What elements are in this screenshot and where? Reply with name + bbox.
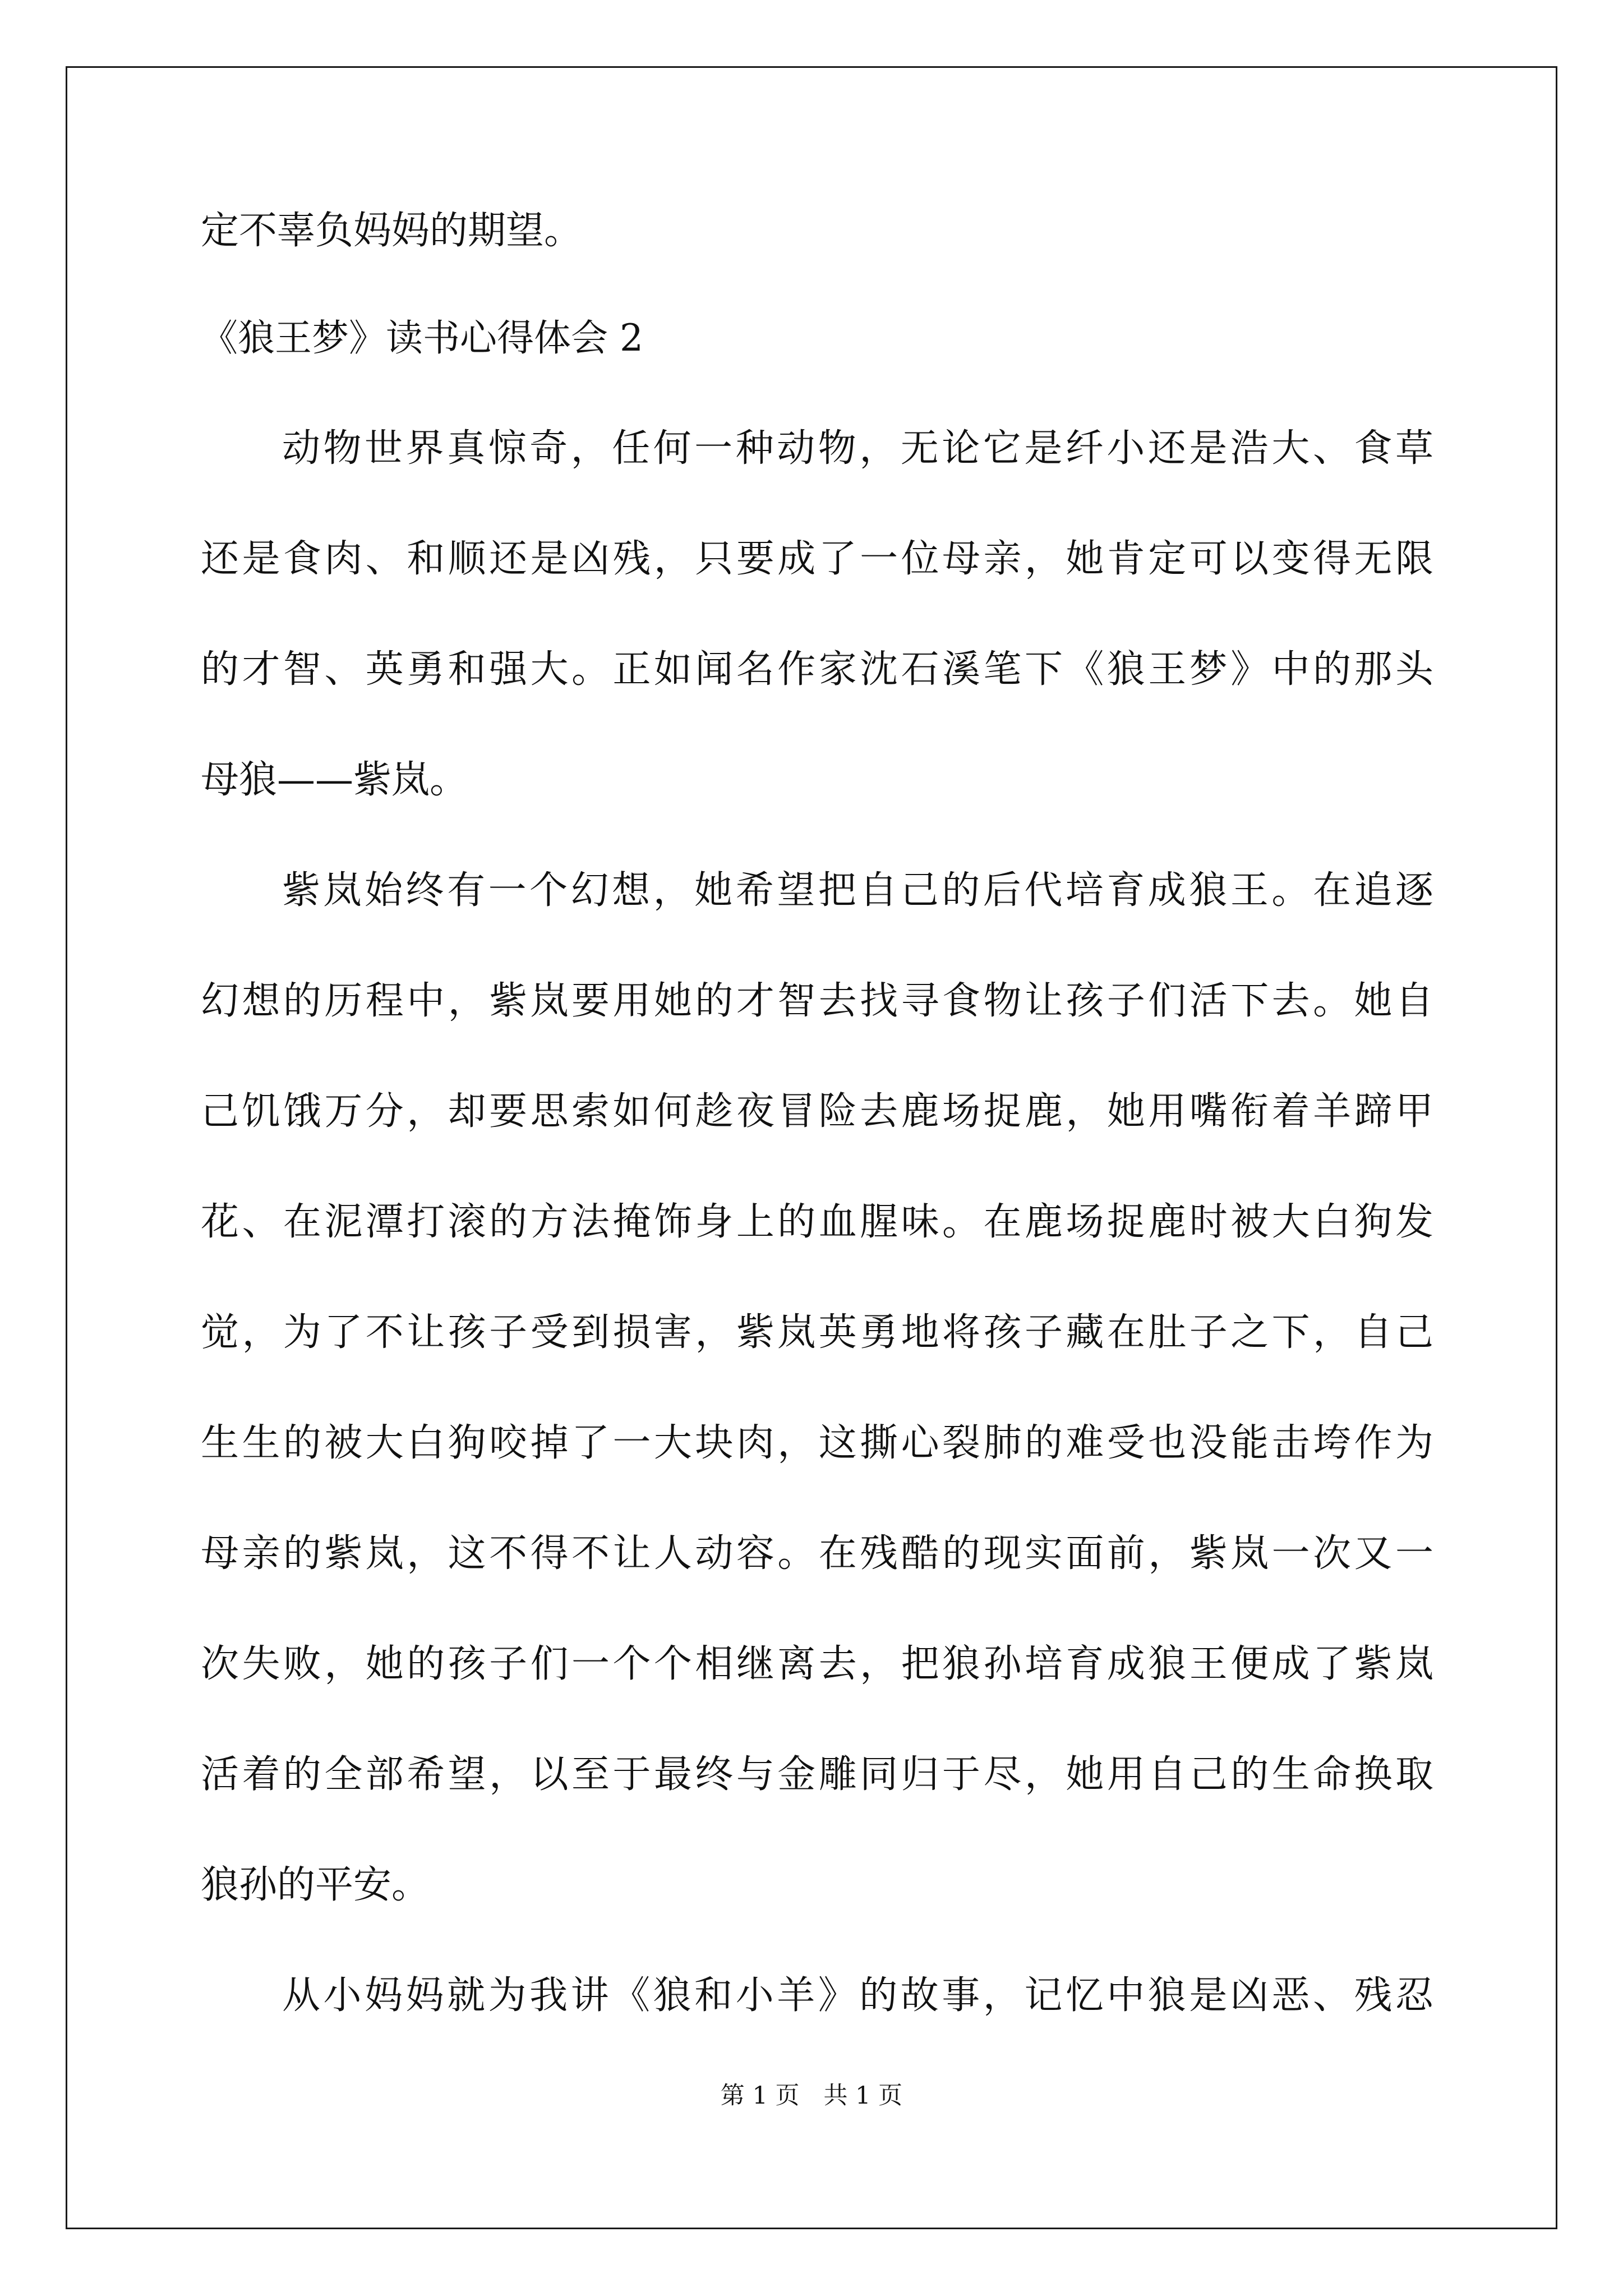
paragraph-line: 紫岚始终有一个幻想，她希望把自己的后代培育成狼王。在追逐: [282, 868, 1433, 913]
paragraph-line: 己饥饿万分，却要思索如何趁夜冒险去鹿场捉鹿，她用嘴衔着羊蹄甲: [201, 1089, 1433, 1134]
paragraph-line: 次失败，她的孩子们一个个相继离去，把狼孙培育成狼王便成了紫岚: [201, 1642, 1433, 1686]
page-number-footer: 第 1 页 共 1 页: [720, 2082, 903, 2110]
paragraph-line: 动物世界真惊奇，任何一种动物，无论它是纤小还是浩大、食草: [282, 426, 1433, 471]
paragraph-line: 还是食肉、和顺还是凶残，只要成了一位母亲，她肯定可以变得无限: [201, 537, 1433, 581]
text-line-continuation: 定不辜负妈妈的期望。: [201, 209, 583, 253]
paragraph-line: 觉，为了不让孩子受到损害，紫岚英勇地将孩子藏在肚子之下，自己: [201, 1310, 1433, 1355]
section-title: 《狼王梦》读书心得体会 2: [201, 316, 643, 360]
paragraph-line: 母狼——紫岚。: [201, 758, 468, 802]
paragraph-line: 幻想的历程中，紫岚要用她的才智去找寻食物让孩子们活下去。她自: [201, 979, 1433, 1023]
paragraph-line: 的才智、英勇和强大。正如闻名作家沈石溪笔下《狼王梦》中的那头: [201, 647, 1433, 692]
paragraph-line: 花、在泥潭打滚的方法掩饰身上的血腥味。在鹿场捉鹿时被大白狗发: [201, 1200, 1433, 1244]
paragraph-line: 母亲的紫岚，这不得不让人动容。在残酷的现实面前，紫岚一次又一: [201, 1531, 1433, 1576]
paragraph-line: 生生的被大白狗咬掉了一大块肉，这撕心裂肺的难受也没能击垮作为: [201, 1421, 1433, 1465]
paragraph-line: 活着的全部希望，以至于最终与金雕同归于尽，她用自己的生命换取: [201, 1752, 1433, 1797]
paragraph-line: 从小妈妈就为我讲《狼和小羊》的故事，记忆中狼是凶恶、残忍: [282, 1973, 1433, 2018]
paragraph-line: 狼孙的平安。: [201, 1863, 430, 1907]
